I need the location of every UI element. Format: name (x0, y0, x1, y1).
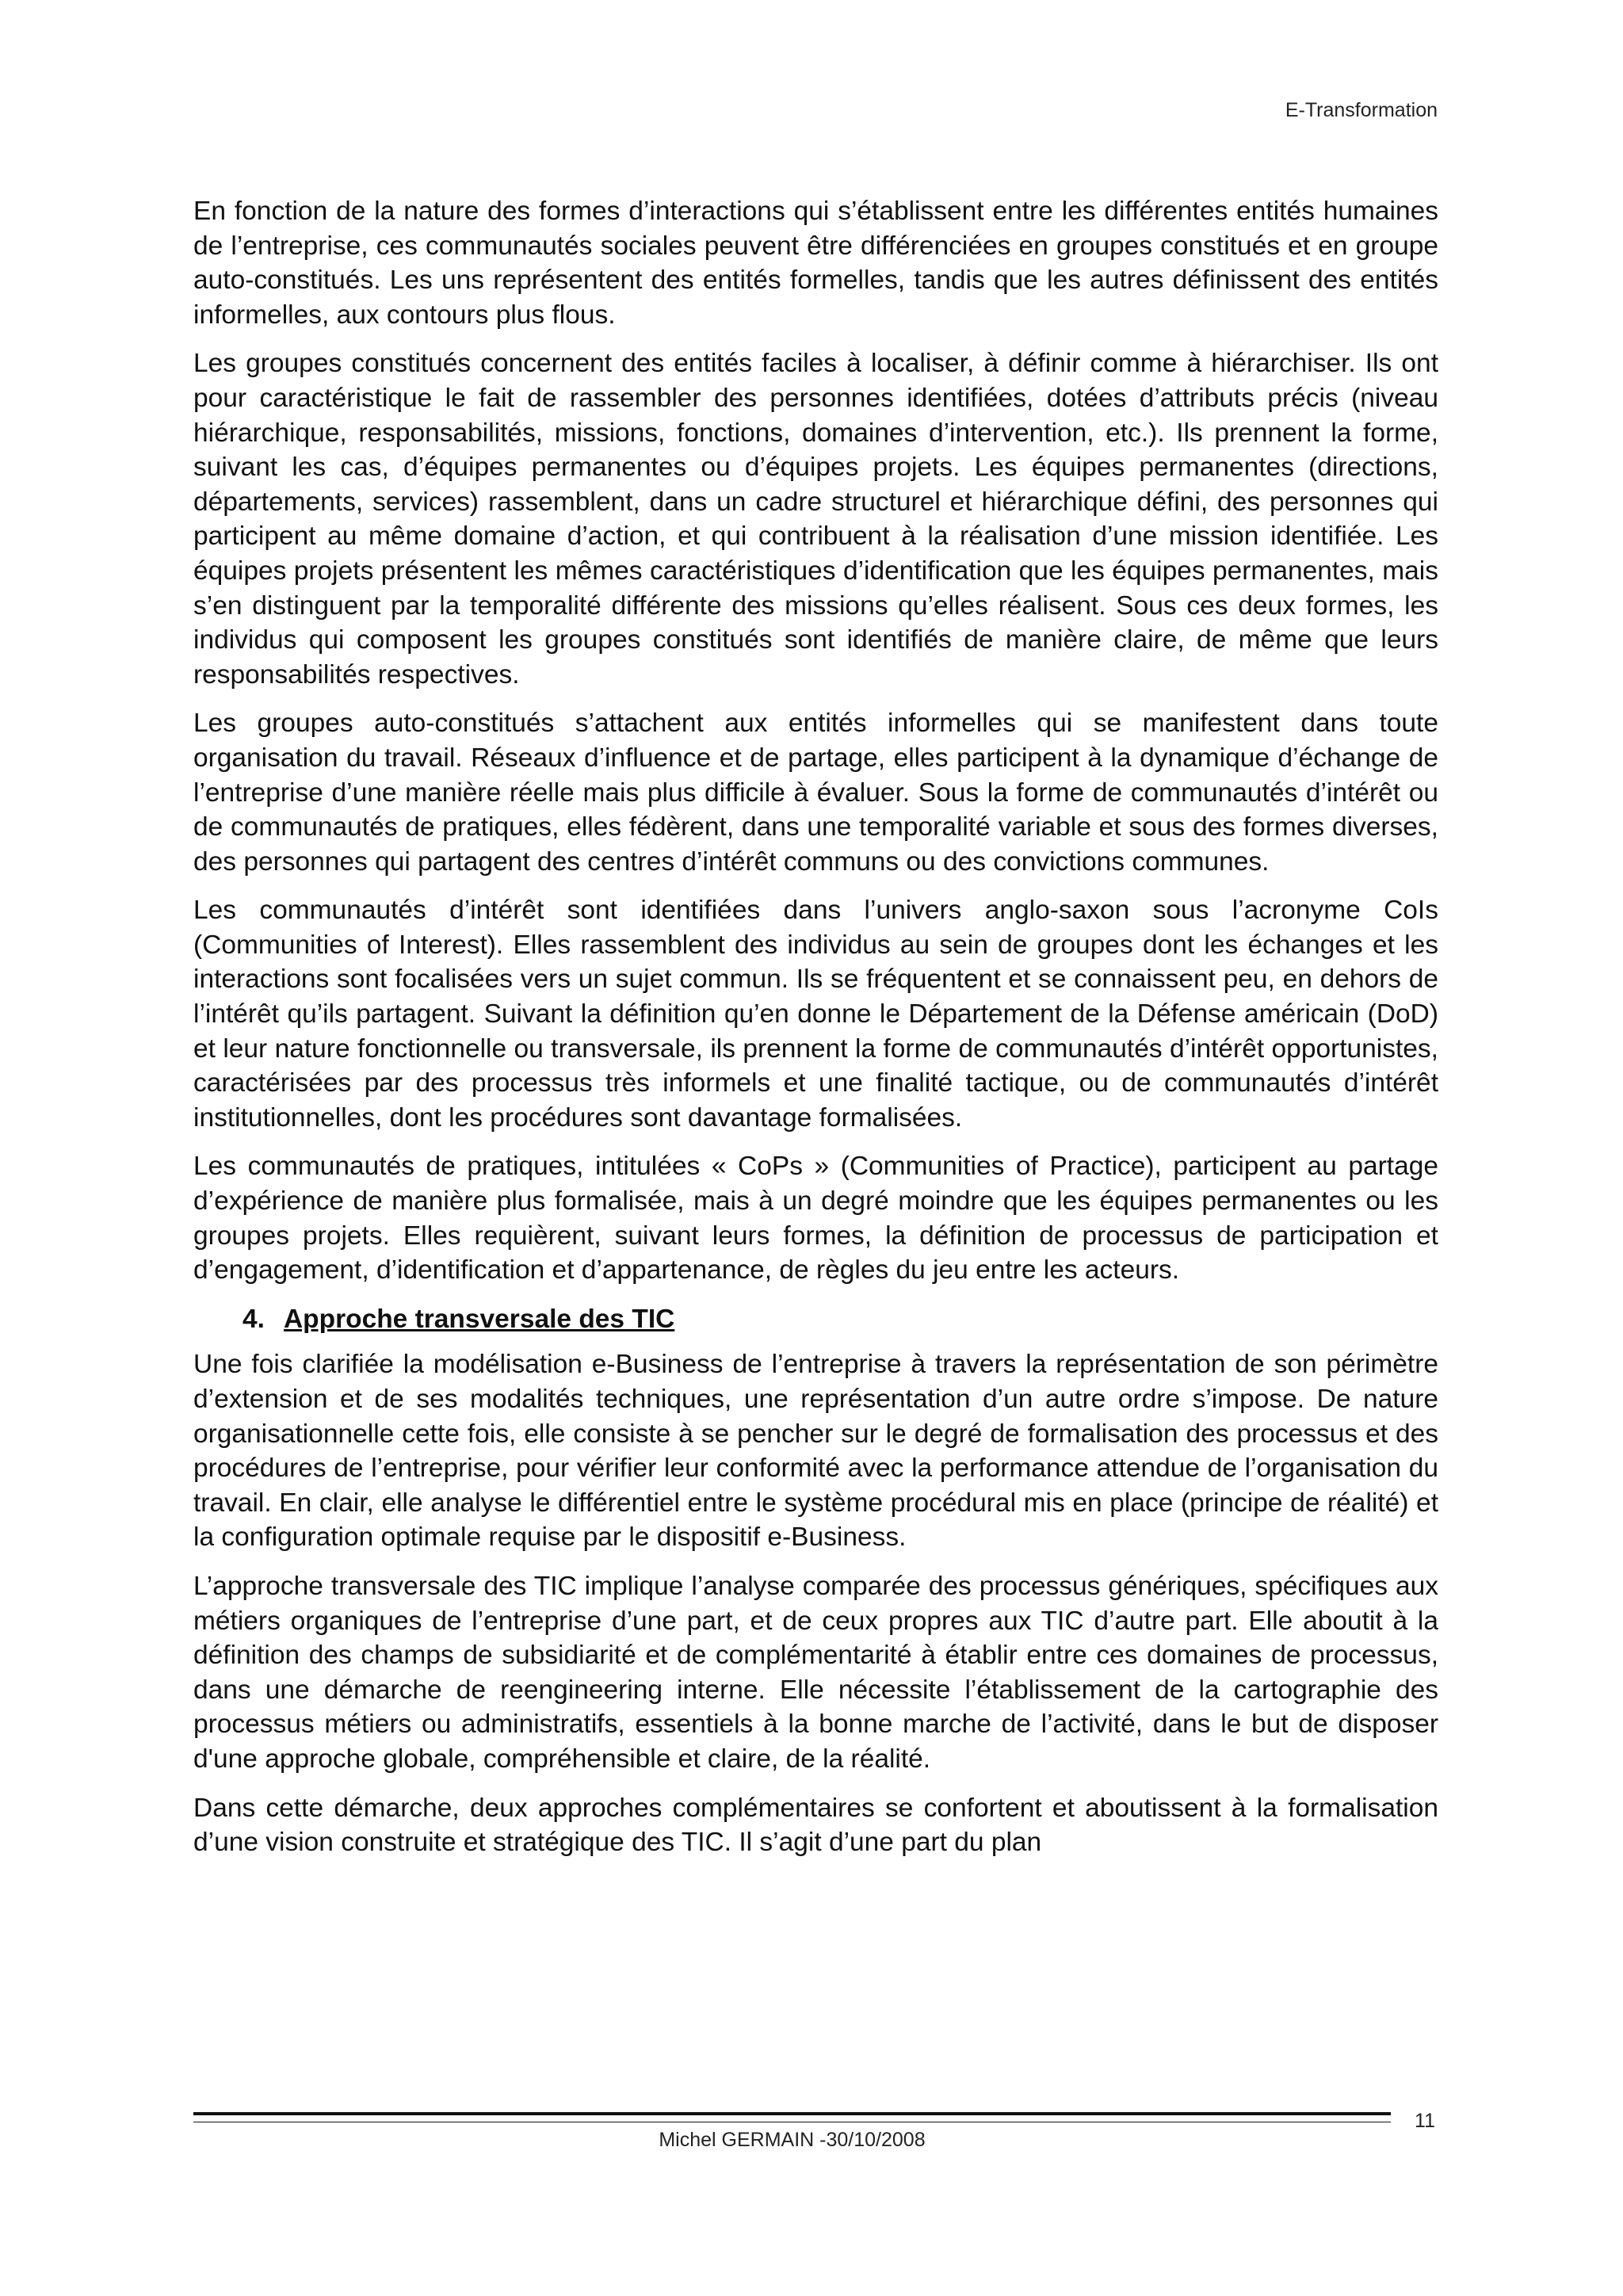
body-paragraph: Les communautés d’intérêt sont identifiées dans l’univers anglo-saxon sous l’acronyme CoIs (Communities of Interest). Elles rassemblent des individus au sein de groupes dont les échanges et les interactions sont focalisées vers un sujet commun. Ils se fréquentent et se connaissent peu, en dehors de l’intérêt qu’ils partagent. Suivant la définition qu’en donne le Département de la Défense américain (DoD) et leur nature fonctionnelle ou transversale, ils prennent la forme de communautés d’intérêt opportunistes, caractérisées par des processus très informels et une finalité tactique, ou de communautés d’intérêt institutionnelles, dont les procédures sont davantage formalisées. (193, 896, 1438, 1133)
section-title: Approche transversale des TIC (283, 1304, 675, 1334)
body-paragraph: Les communautés de pratiques, intitulées « CoPs » (Communities of Practice), participent au partage d’expérience de manière plus formalisée, mais à un degré moindre que les équipes permanentes ou les groupes projets. Elles requièrent, suivant leurs formes, la définition de processus de participation et d’engagement, d’identification et d’appartenance, de règles du jeu entre les acteurs. (193, 1152, 1438, 1286)
footer-author-date: Michel GERMAIN -30/10/2008 (659, 2129, 926, 2151)
body-paragraph: En fonction de la nature des formes d’interactions qui s’établissent entre les différentes entités humaines de l’entreprise, ces communautés sociales peuvent être différenciées en groupes constitués et en groupe auto-constitués. Les uns représentent des entités formelles, tandis que les autres définissent des entités informelles, aux contours plus flous. (193, 197, 1438, 330)
body-paragraph: Les groupes auto-constitués s’attachent aux entités informelles qui se manifestent dans toute organisation du travail. Réseaux d’influence et de partage, elles participent à la dynamique d’échange de l’entreprise d’une manière réelle mais plus difficile à évaluer. Sous la forme de communautés d’intérêt ou de communautés de pratiques, elles fédèrent, dans une temporalité variable et sous des formes diverses, des personnes qui partagent des centres d’intérêt communs ou des convictions communes. (193, 709, 1438, 877)
section-heading (242, 1302, 1438, 1337)
running-header: E-Transformation (1285, 99, 1438, 121)
page-body (193, 194, 1438, 1874)
page-number: 11 (1415, 2110, 1435, 2132)
section-number: 4. (242, 1304, 265, 1334)
body-paragraph: L’approche transversale des TIC implique l’analyse comparée des processus génériques, spécifiques aux métiers organiques de l’entreprise d’une part, et de ceux propres aux TIC d’autre part. Elle aboutit à la définition des champs de subsidiarité et de complémentarité à établir entre ces domaines de processus, dans une démarche de reengineering interne. Elle nécessite l’établissement de la cartographie des processus métiers ou administratifs, essentiels à la bonne marche de l’activité, dans le but de disposer d'une approche globale, compréhensible et claire, de la réalité. (193, 1571, 1438, 1774)
footer-rule-thick (193, 2112, 1391, 2115)
body-paragraph: Une fois clarifiée la modélisation e-Business de l’entreprise à travers la représentation de son périmètre d’extension et de ses modalités techniques, une représentation d’un autre ordre s’impose. De nature organisationnelle cette fois, elle consiste à se pencher sur le degré de formalisation des processus et des procédures de l’entreprise, pour vérifier leur conformité avec la performance attendue de l’organisation du travail. En clair, elle analyse le différentiel entre le système procédural mis en place (principe de réalité) et la configuration optimale requise par le dispositif e-Business. (193, 1350, 1438, 1553)
body-paragraph: Les groupes constitués concernent des entités faciles à localiser, à définir comme à hiérarchiser. Ils ont pour caractéristique le fait de rassembler des personnes identifiées, dotées d’attributs précis (niveau hiérarchique, responsabilités, missions, fonctions, domaines d’intervention, etc.). Ils prennent la forme, suivant les cas, d’équipes permanentes ou d’équipes projets. Les équipes permanentes (directions, départements, services) rassemblent, dans un cadre structurel et hiérarchique défini, des personnes qui participent au même domaine d’action, et qui contribuent à la réalisation d’une mission identifiée. Les équipes projets présentent les mêmes caractéristiques d’identification que les équipes permanentes, mais s’en distinguent par la temporalité différente des missions qu’elles réalisent. Sous ces deux formes, les individus qui composent les groupes constitués sont identifiés de manière claire, de même que leurs responsabilités respectives. (193, 349, 1438, 690)
body-paragraph: Dans cette démarche, deux approches complémentaires se confortent et aboutissent à la formalisation d’une vision construite et stratégique des TIC. Il s’agit d’une part du plan (193, 1793, 1438, 1858)
